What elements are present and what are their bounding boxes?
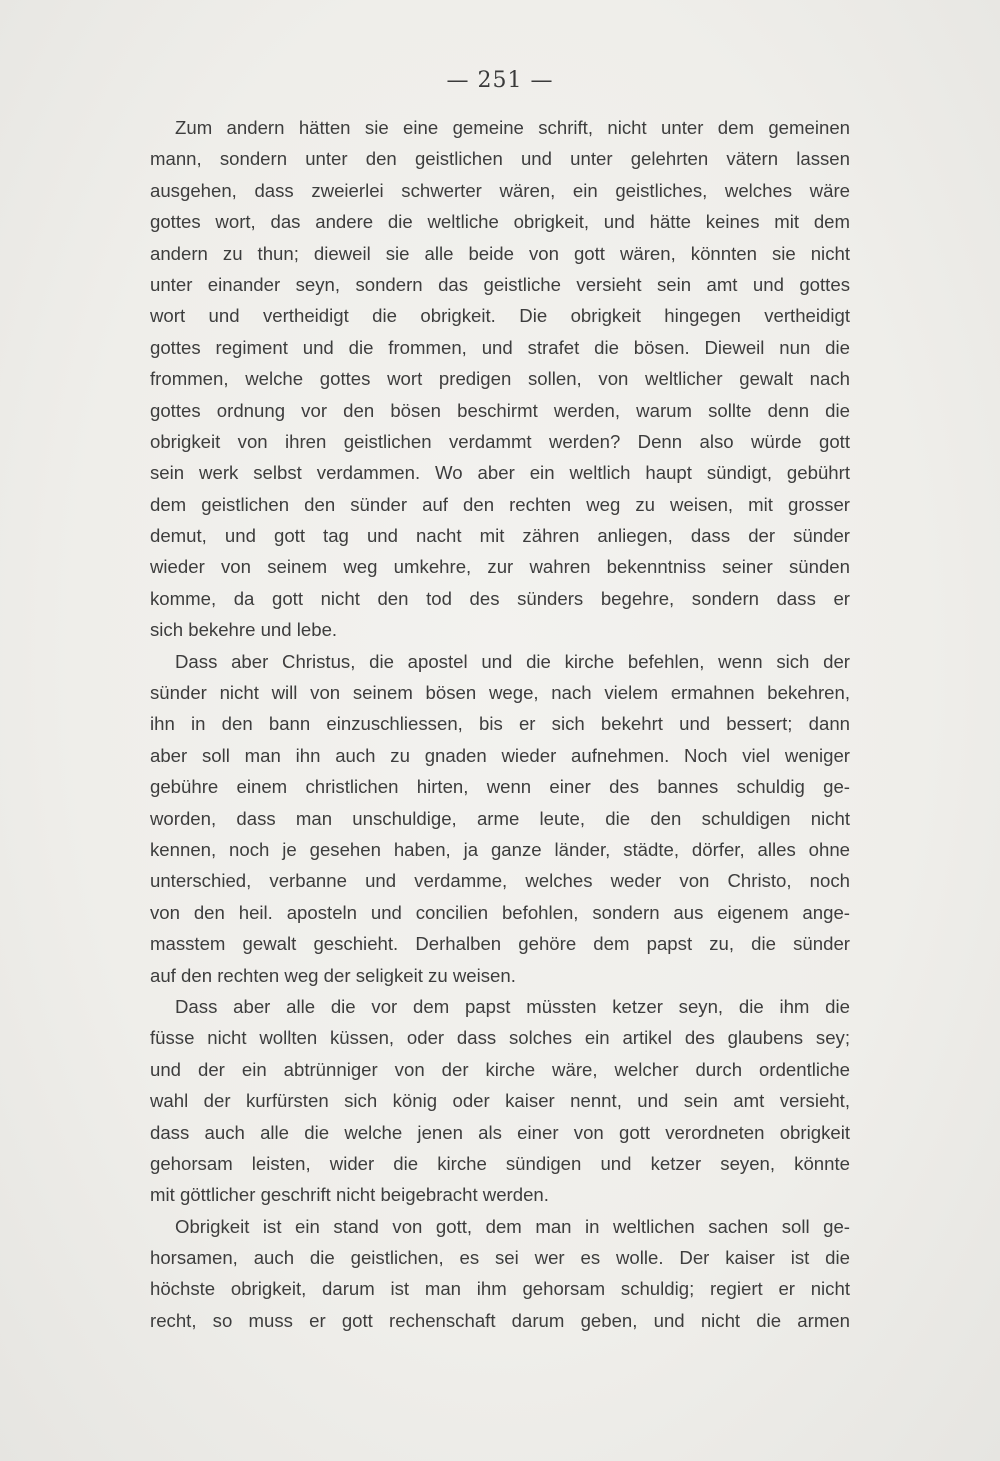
text-line: von den heil. aposteln und concilien befohlen, sondern aus eigenem ange-: [150, 901, 850, 923]
text-line: Zum andern hätten sie eine gemeine schrift, nicht unter dem gemeinen: [175, 117, 850, 138]
text-line: wieder von seinem weg umkehre, zur wahren bekenntniss seiner sünden: [150, 556, 850, 578]
paragraph: [150, 1211, 850, 1337]
text-line: sünder nicht will von seinem bösen wege, nach vielem ermahnen bekehren,: [150, 682, 850, 704]
text-line: wahl der kurfürsten sich könig oder kaiser nennt, und sein amt versieht,: [150, 1090, 850, 1112]
text-line: demut, und gott tag und nacht mit zähren anliegen, dass der sünder: [150, 525, 850, 547]
text-line: dass auch alle die welche jenen als einer von gott verordneten obrigkeit: [150, 1121, 850, 1143]
text-line: gottes regiment und die frommen, und strafet die bösen. Dieweil nun die: [150, 336, 850, 358]
text-line: wort und vertheidigt die obrigkeit. Die obrigkeit hingegen vertheidigt: [150, 305, 850, 327]
text-line: füsse nicht wollten küssen, oder dass solches ein artikel des glaubens sey;: [150, 1027, 850, 1049]
text-line: ihn in den bann einzuschliessen, bis er sich bekehrt und bessert; dann: [150, 713, 850, 735]
text-line: Dass aber Christus, die apostel und die kirche befehlen, wenn sich der: [175, 650, 850, 672]
text-line: sich bekehre und lebe.: [150, 619, 338, 641]
text-line: unter einander seyn, sondern das geistliche versieht sein amt und gottes: [150, 273, 850, 295]
text-line: gehorsam leisten, wider die kirche sündigen und ketzer seyen, könnte: [150, 1152, 850, 1174]
text-line: recht, so muss er gott rechenschaft darum geben, und nicht die armen: [150, 1309, 850, 1331]
text-line: und der ein abtrünniger von der kirche wäre, welcher durch ordentliche: [150, 1058, 850, 1080]
text-line: sein werk selbst verdammen. Wo aber ein weltlich haupt sündigt, gebührt: [150, 462, 850, 484]
paragraph: [150, 112, 850, 646]
text-line: worden, dass man unschuldige, arme leute, die den schuldigen nicht: [150, 807, 850, 829]
text-line: komme, da gott nicht den tod des sünders begehre, sondern dass er: [150, 587, 850, 609]
text-line: gottes wort, das andere die weltliche obrigkeit, und hätte keines mit dem: [150, 211, 850, 233]
paragraph: [150, 646, 850, 991]
text-line: ausgehen, dass zweierlei schwerter wären, ein geistliches, welches wäre: [150, 179, 850, 201]
text-line: Obrigkeit ist ein stand von gott, dem man in weltlichen sachen soll ge-: [175, 1215, 850, 1237]
text-line: masstem gewalt geschieht. Derhalben gehöre dem papst zu, die sünder: [150, 933, 850, 955]
text-line: obrigkeit von ihren geistlichen verdammt werden? Denn also würde gott: [150, 430, 850, 452]
text-line: höchste obrigkeit, darum ist man ihm gehorsam schuldig; regiert er nicht: [150, 1278, 850, 1300]
text-line: frommen, welche gottes wort predigen sollen, von weltlicher gewalt nach: [150, 368, 850, 390]
paragraph: [150, 991, 850, 1211]
text-line: kennen, noch je gesehen haben, ja ganze länder, städte, dörfer, alles ohne: [150, 838, 850, 860]
text-line: horsamen, auch die geistlichen, es sei wer es wolle. Der kaiser ist die: [150, 1247, 850, 1269]
text-line: unterschied, verbanne und verdamme, welches weder von Christo, noch: [150, 870, 850, 892]
text-line: Dass aber alle die vor dem papst müssten ketzer seyn, die ihm die: [175, 995, 850, 1017]
page-number: — 251 —: [446, 68, 554, 93]
text-line: dem geistlichen den sünder auf den rechten weg zu weisen, mit grosser: [150, 493, 850, 515]
text-line: mann, sondern unter den geistlichen und unter gelehrten vätern lassen: [150, 148, 850, 170]
text-line: mit göttlicher geschrift nicht beigebracht werden.: [150, 1184, 549, 1206]
text-line: andern zu thun; dieweil sie alle beide von gott wären, könnten sie nicht: [150, 242, 850, 264]
text-line: gebühre einem christlichen hirten, wenn einer des bannes schuldig ge-: [150, 776, 850, 798]
body-text: [150, 112, 850, 1336]
text-line: auf den rechten weg der seligkeit zu weisen.: [150, 964, 516, 986]
text-line: gottes ordnung vor den bösen beschirmt werden, warum sollte denn die: [150, 399, 850, 421]
text-line: aber soll man ihn auch zu gnaden wieder aufnehmen. Noch viel weniger: [150, 744, 850, 766]
